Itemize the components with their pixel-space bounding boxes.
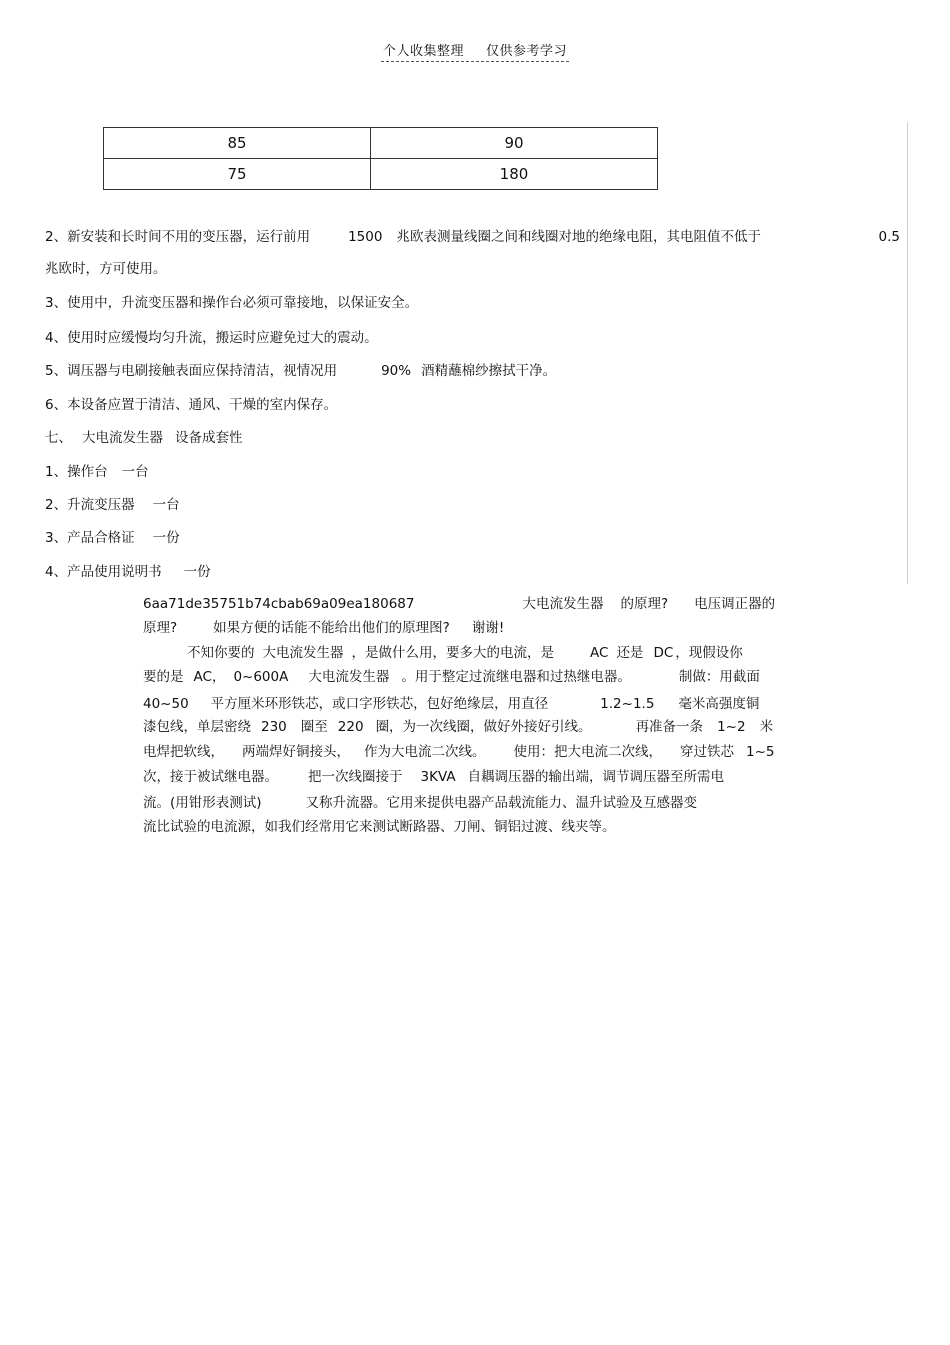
answer-text: 1~2 <box>717 719 746 735</box>
page-header <box>0 40 950 62</box>
table-cell: 85 <box>104 128 371 159</box>
answer-line-1 <box>187 644 743 662</box>
answer-text: 穿过铁芯 <box>680 744 734 760</box>
answer-text: 圈，为一次线圈，做好外接好引线。 <box>375 719 592 735</box>
note-value: 90% <box>381 363 412 379</box>
list-item <box>45 496 180 514</box>
answer-line-3 <box>143 695 759 713</box>
question-line-1 <box>143 595 775 613</box>
answer-text: 220 <box>337 719 364 735</box>
note-text: 5、调压器与电刷接触表面应保持清洁，视情况用 <box>45 363 338 379</box>
note-item-5 <box>45 362 556 380</box>
answer-text: ，现假设你 <box>675 645 743 661</box>
note-item-4: 4、使用时应缓慢均匀升流，搬运时应避免过大的震动。 <box>45 330 378 346</box>
question-text: 如果方便的话能不能给出他们的原理图? <box>213 620 450 636</box>
note-item-3: 3、使用中，升流变压器和操作台必须可靠接地，以保证安全。 <box>45 295 419 311</box>
item-name: 2、升流变压器 <box>45 497 135 513</box>
answer-text: 要的是 <box>143 669 184 685</box>
item-qty: 一台 <box>121 464 149 480</box>
table-cell: 180 <box>371 159 658 190</box>
answer-text: 制做：用截面 <box>678 669 760 685</box>
answer-text: 自耦调压器的输出端，调节调压器至所需电 <box>467 769 725 785</box>
answer-text: 漆包线，单层密绕 <box>143 719 251 735</box>
note-item-2-line-2: 兆欧时，方可使用。 <box>45 261 167 277</box>
margin-rule <box>907 122 908 584</box>
item-name: 4、产品使用说明书 <box>45 564 162 580</box>
header-left-text: 个人收集整理 <box>382 44 464 59</box>
heading-text: 设备成套性 <box>175 430 243 446</box>
note-text: 兆欧表测量线圈之间和线圈对地的绝缘电阻，其电阻值不低于 <box>396 229 761 245</box>
list-item <box>45 529 180 547</box>
item-name: 3、产品合格证 <box>45 530 135 546</box>
note-value: 1500 <box>348 229 383 245</box>
answer-line-8: 流比试验的电流源，如我们经常用它来测试断路器、刀闸、铜铝过渡、线夹等。 <box>143 819 616 835</box>
question-line-2 <box>143 619 504 637</box>
answer-text: 次，接于被试继电器。 <box>143 769 278 785</box>
answer-text: 大电流发生器 <box>308 669 390 685</box>
answer-text: 40~50 <box>143 696 189 712</box>
table-row <box>104 128 658 159</box>
answer-text: 电焊把软线， <box>143 744 224 760</box>
answer-text: 大电流发生器 <box>262 645 344 661</box>
spec-table <box>103 127 658 190</box>
list-item <box>45 563 211 581</box>
question-text: 的原理? <box>620 596 669 612</box>
answer-text: 230 <box>261 719 287 735</box>
note-text: 2、新安装和长时间不用的变压器，运行前用 <box>45 229 311 245</box>
question-text: 原理? <box>143 620 178 636</box>
answer-text: 使用：把大电流二次线， <box>513 744 662 760</box>
header-right-text: 仅供参考学习 <box>486 44 568 59</box>
item-qty: 一台 <box>152 497 180 513</box>
answer-line-6 <box>143 768 724 786</box>
note-item-2-line-1 <box>45 228 900 246</box>
item-name: 1、操作台 <box>45 464 108 480</box>
answer-text: 米 <box>759 719 774 735</box>
answer-text: AC， <box>193 669 226 685</box>
answer-text: 把一次线圈接于 <box>308 769 403 785</box>
table-row <box>104 159 658 190</box>
answer-text: 1.2~1.5 <box>600 696 655 712</box>
answer-text: 作为大电流二次线。 <box>364 744 486 760</box>
answer-line-5 <box>143 743 775 761</box>
answer-line-2 <box>143 668 760 686</box>
list-item <box>45 463 149 481</box>
answer-text: ，是做什么用，要多大的电流，是 <box>351 645 554 661</box>
answer-text: 两端焊好铜接头， <box>242 744 350 760</box>
heading-text: 大电流发生器 <box>82 430 163 446</box>
section-7-heading <box>45 429 243 447</box>
answer-text: 平方厘米环形铁芯，或口字形铁芯，包好绝缘层，用直径 <box>210 696 549 712</box>
answer-line-4 <box>143 718 773 736</box>
answer-line-7 <box>143 794 697 812</box>
answer-text: 还是 <box>616 645 644 661</box>
question-id: 6aa71de35751b74cbab69a09ea180687 <box>143 596 415 612</box>
note-item-6: 6、本设备应置于清洁、通风、干燥的室内保存。 <box>45 397 338 413</box>
answer-text: 圈至 <box>300 719 328 735</box>
header-underline <box>381 40 569 62</box>
item-qty: 一份 <box>183 564 211 580</box>
item-qty: 一份 <box>152 530 180 546</box>
answer-text: 不知你要的 <box>187 645 255 661</box>
note-text: 酒精蘸棉纱擦拭干净。 <box>421 363 557 379</box>
answer-text: 。用于整定过流继电器和过热继电器。 <box>401 669 631 685</box>
table-cell: 75 <box>104 159 371 190</box>
heading-number: 七、 <box>45 430 72 446</box>
answer-text: 3KVA <box>420 769 456 785</box>
answer-text: 又称升流器。它用来提供电器产品载流能力、温升试验及互感器变 <box>305 795 698 811</box>
answer-text: 毫米高强度铜 <box>678 696 760 712</box>
answer-text: AC <box>590 645 609 661</box>
question-text: 大电流发生器 <box>522 596 604 612</box>
answer-text: 0~600A <box>233 669 289 685</box>
question-text: 电压调正器的 <box>694 596 776 612</box>
table-cell: 90 <box>371 128 658 159</box>
note-value: 0.5 <box>878 229 900 245</box>
answer-text: 1~5 <box>746 744 775 760</box>
answer-text: 流。(用钳形表测试) <box>143 795 262 811</box>
answer-text: 再准备一条 <box>635 719 704 735</box>
answer-text: DC <box>653 645 674 661</box>
question-text: 谢谢! <box>471 620 505 636</box>
